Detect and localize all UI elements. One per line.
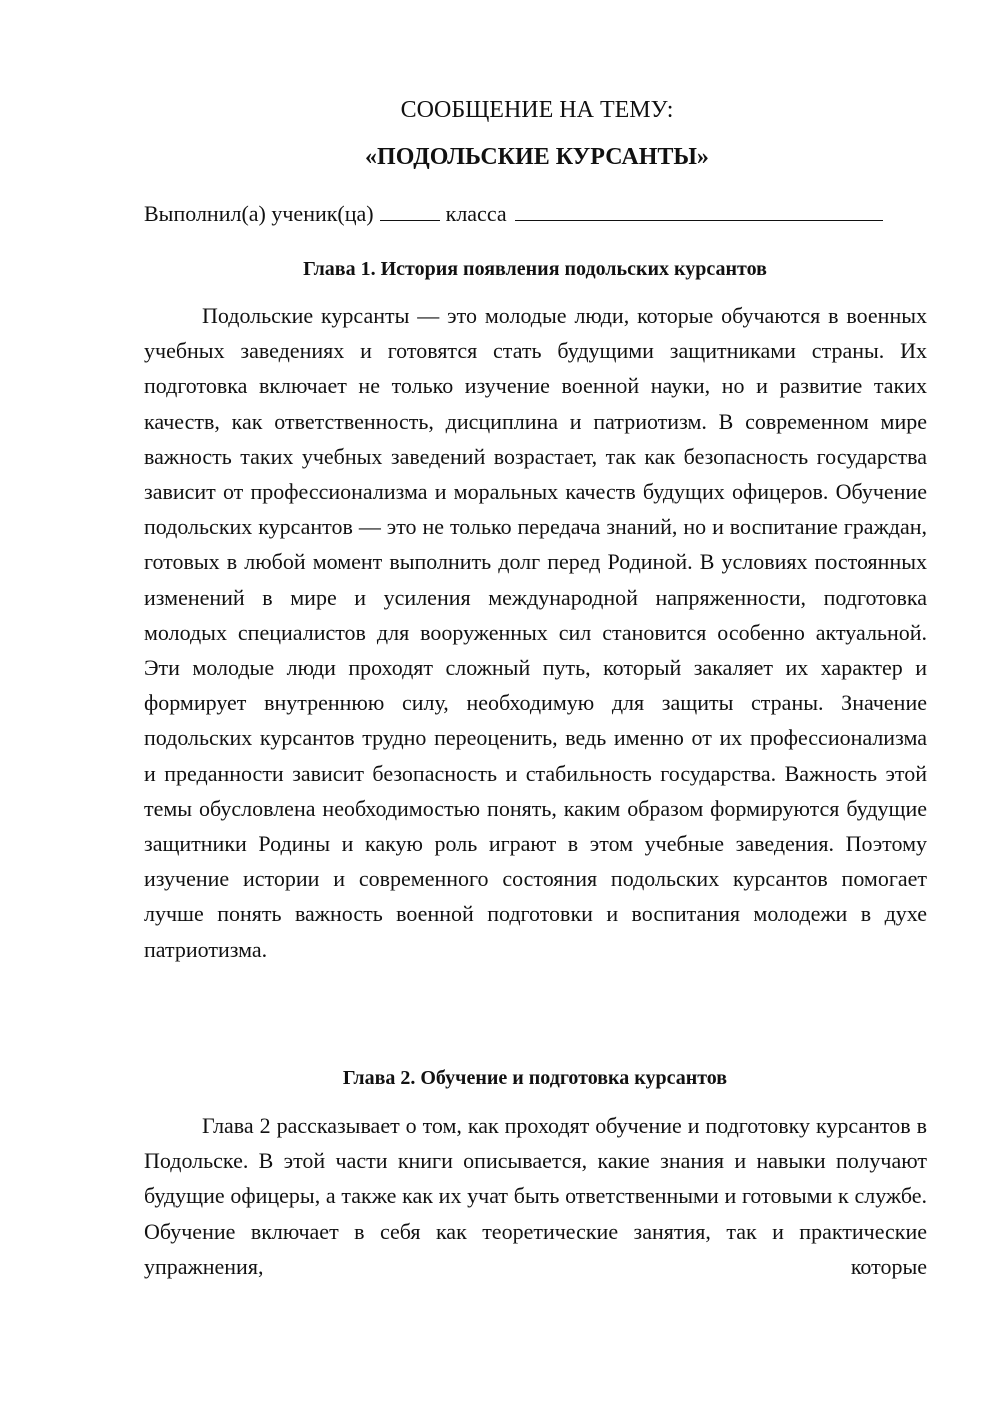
document-title-line-1: СООБЩЕНИЕ НА ТЕМУ: xyxy=(400,97,674,123)
name-blank xyxy=(515,198,883,221)
chapter-1-paragraph: Подольские курсанты — это молодые люди, которые обучаются в военных учебных заведениях и готовятся стать будущими защитниками страны. Их подготовка включает не только изучение военной науки, но и развитие таких качеств, как ответственность, дисциплина и патриотизм. В современном мире важность таких учебных заведений возрастает, так как безопасность государства зависит от профессионализма и моральных качеств будущих офицеров. Обучение подольских курсантов — это не только передача знаний, но и воспитание граждан, готовых в любой момент выполнить долг перед Родиной. В условиях постоянных изменений в мире и усиления международной напряженности, подготовка молодых специалистов для вооруженных сил становится особенно актуальной. Эти молодые люди проходят сложный путь, который закаляет их характер и формирует внутреннюю силу, необходимую для защиты страны. Значение подольских курсантов трудно переоценить, ведь именно от их профессионализма и преданности зависит безопасность и стабильность государства. Важность этой темы обусловлена необходимостью понять, каким образом формируются будущие защитники Родины и какую роль играют в этом учебные заведения. Поэтому изучение истории и современного состояния подольских курсантов помогает лучше понять важность военной подготовки и воспитания молодежи в духе патриотизма. xyxy=(144,303,927,962)
class-label: класса xyxy=(445,201,507,226)
author-label: Выполнил(а) ученик(ца) xyxy=(144,201,374,226)
grade-blank xyxy=(380,198,440,221)
chapter-2-paragraph: Глава 2 рассказывает о том, как проходят обучение и подготовку курсантов в Подольске. В этой части книги описывается, какие знания и навыки получают будущие офицеры, а также как их учат быть ответственными и готовыми к службе. Обучение включает в себя как теоретические занятия, так и практические упражнения, которые xyxy=(144,1113,927,1279)
document-title-line-2: «ПОДОЛЬСКИЕ КУРСАНТЫ» xyxy=(365,144,709,170)
author-line xyxy=(144,198,883,229)
chapter-2-heading: Глава 2. Обучение и подготовка курсантов xyxy=(342,1067,728,1089)
chapter-1-heading: Глава 1. История появления подольских курсантов xyxy=(303,258,767,280)
